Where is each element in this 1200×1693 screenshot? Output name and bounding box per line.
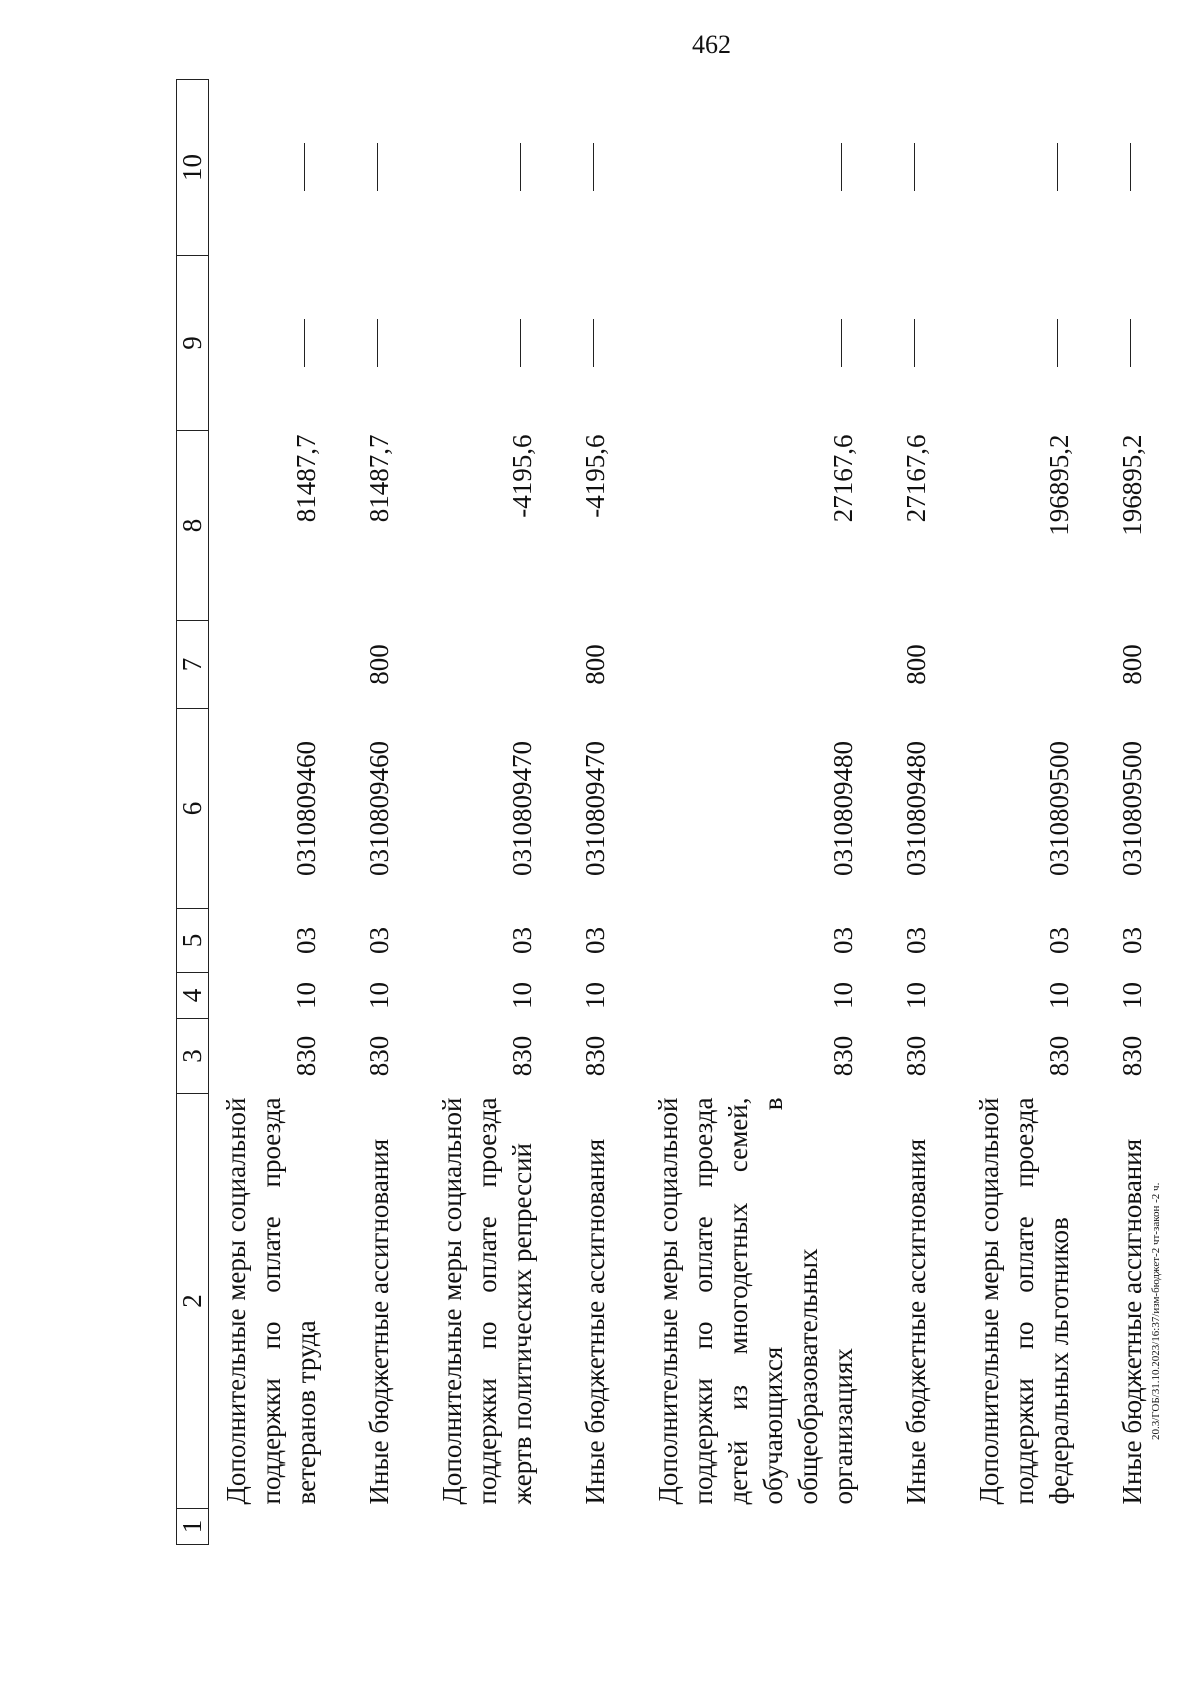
table-row: [209, 80, 337, 1545]
row-name: Иные бюджетные ассигнования: [364, 1138, 394, 1505]
table-header-row: [177, 80, 209, 1545]
dash-cell: [946, 256, 1089, 431]
section-code: 10: [580, 982, 610, 1009]
row-name: Иные бюджетные ассигнования: [1117, 1138, 1147, 1505]
dash-cell: [625, 80, 873, 256]
dash-cell: [409, 80, 552, 256]
dash-cell: [625, 256, 873, 431]
section-code: 10: [828, 982, 858, 1009]
section-code: 10: [1117, 982, 1147, 1009]
ministry-code: 830: [364, 1035, 394, 1077]
dash-mark: [520, 144, 521, 192]
column-header: 9: [177, 256, 209, 431]
section-code: 10: [291, 982, 321, 1009]
column-header: 4: [177, 973, 209, 1019]
budget-table-container: [176, 80, 1147, 1545]
dash-mark: [1130, 144, 1131, 192]
amount-value: 27167,6: [828, 434, 858, 523]
target-article-code: 0310809480: [901, 741, 931, 876]
dash-mark: [377, 144, 378, 192]
expense-type-code: 800: [364, 644, 394, 685]
dash-cell: [209, 80, 337, 256]
ministry-code: 830: [1044, 1035, 1074, 1077]
dash-mark: [841, 144, 842, 192]
dash-cell: [409, 256, 552, 431]
expense-type-code: [409, 621, 552, 709]
section-code: 10: [507, 982, 537, 1009]
amount-value: 27167,6: [901, 434, 931, 523]
expense-type-code: [209, 621, 337, 709]
column-header: 1: [177, 1509, 209, 1545]
subsection-code: 03: [1117, 927, 1147, 954]
dash-cell: [873, 256, 946, 431]
column-header: 5: [177, 909, 209, 973]
table-row: [873, 80, 946, 1545]
budget-table: [176, 79, 1162, 1545]
ministry-code: 830: [580, 1035, 610, 1077]
dash-cell: [1089, 256, 1162, 431]
dash-mark: [1057, 144, 1058, 192]
dash-cell: [552, 256, 625, 431]
target-article-code: 0310809470: [507, 741, 537, 876]
column-header: 7: [177, 621, 209, 709]
target-article-code: 0310809480: [828, 741, 858, 876]
section-code: 10: [1044, 982, 1074, 1009]
ministry-code: 830: [828, 1035, 858, 1077]
dash-cell: [336, 256, 409, 431]
dash-cell: [336, 80, 409, 256]
row-name: Дополнительные меры социальной поддержки по оплате проезда федеральных льготников: [974, 1097, 1074, 1505]
target-article-code: 0310809500: [1117, 741, 1147, 876]
column-header: 2: [177, 1094, 209, 1509]
subsection-code: 03: [507, 927, 537, 954]
subsection-code: 03: [291, 927, 321, 954]
dash-cell: [209, 256, 337, 431]
expense-type-code: 800: [1117, 644, 1147, 685]
dash-mark: [1130, 319, 1131, 367]
expense-type-code: 800: [901, 644, 931, 685]
amount-value: 81487,7: [291, 434, 321, 523]
subsection-code: 03: [901, 927, 931, 954]
column-header: 10: [177, 80, 209, 256]
row-name: Иные бюджетные ассигнования: [580, 1138, 610, 1505]
ministry-code: 830: [1117, 1035, 1147, 1077]
dash-mark: [1057, 319, 1058, 367]
target-article-code: 0310809500: [1044, 741, 1074, 876]
dash-cell: [946, 80, 1089, 256]
subsection-code: 03: [828, 927, 858, 954]
row-name: Иные бюджетные ассигнования: [901, 1138, 931, 1505]
subsection-code: 03: [580, 927, 610, 954]
amount-value: -4195,6: [580, 434, 610, 518]
table-row: [409, 80, 552, 1545]
subsection-code: 03: [1044, 927, 1074, 954]
dash-mark: [593, 319, 594, 367]
dash-cell: [1089, 80, 1162, 256]
dash-mark: [914, 319, 915, 367]
table-row: [1089, 80, 1162, 1545]
dash-mark: [520, 319, 521, 367]
section-code: 10: [901, 982, 931, 1009]
row-name: Дополнительные меры социальной поддержки по оплате проезда жертв политических репрессий: [437, 1097, 537, 1505]
subsection-code: 03: [364, 927, 394, 954]
row-name: Дополнительные меры социальной поддержки по оплате проезда детей из многодетных семей, обучающихся в общеобразовательных организациях: [653, 1097, 858, 1505]
amount-value: 81487,7: [364, 434, 394, 523]
dash-mark: [914, 144, 915, 192]
target-article-code: 0310809460: [291, 741, 321, 876]
dash-cell: [873, 80, 946, 256]
target-article-code: 0310809460: [364, 741, 394, 876]
page-number: 462: [692, 30, 731, 59]
dash-mark: [593, 144, 594, 192]
ministry-code: 830: [291, 1035, 321, 1077]
document-footer: 20.3/ГОБ/31.10.2023/16:37/изм-бюджет-2 чт-закон -2 ч.: [1150, 1182, 1162, 1440]
expense-type-code: [625, 621, 873, 709]
dash-mark: [304, 144, 305, 192]
ministry-code: 830: [507, 1035, 537, 1077]
table-row: [552, 80, 625, 1545]
column-header: 3: [177, 1019, 209, 1094]
amount-value: 196895,2: [1044, 434, 1074, 536]
column-header: 6: [177, 709, 209, 909]
expense-type-code: [946, 621, 1089, 709]
table-row: [336, 80, 409, 1545]
dash-cell: [552, 80, 625, 256]
column-header: 8: [177, 431, 209, 621]
row-name: Дополнительные меры социальной поддержки по оплате проезда ветеранов труда: [221, 1097, 321, 1505]
dash-mark: [841, 319, 842, 367]
table-row: [946, 80, 1089, 1545]
expense-type-code: 800: [580, 644, 610, 685]
dash-mark: [377, 319, 378, 367]
ministry-code: 830: [901, 1035, 931, 1077]
amount-value: -4195,6: [507, 434, 537, 518]
amount-value: 196895,2: [1117, 434, 1147, 536]
section-code: 10: [364, 982, 394, 1009]
dash-mark: [304, 319, 305, 367]
target-article-code: 0310809470: [580, 741, 610, 876]
table-row: [625, 80, 873, 1545]
